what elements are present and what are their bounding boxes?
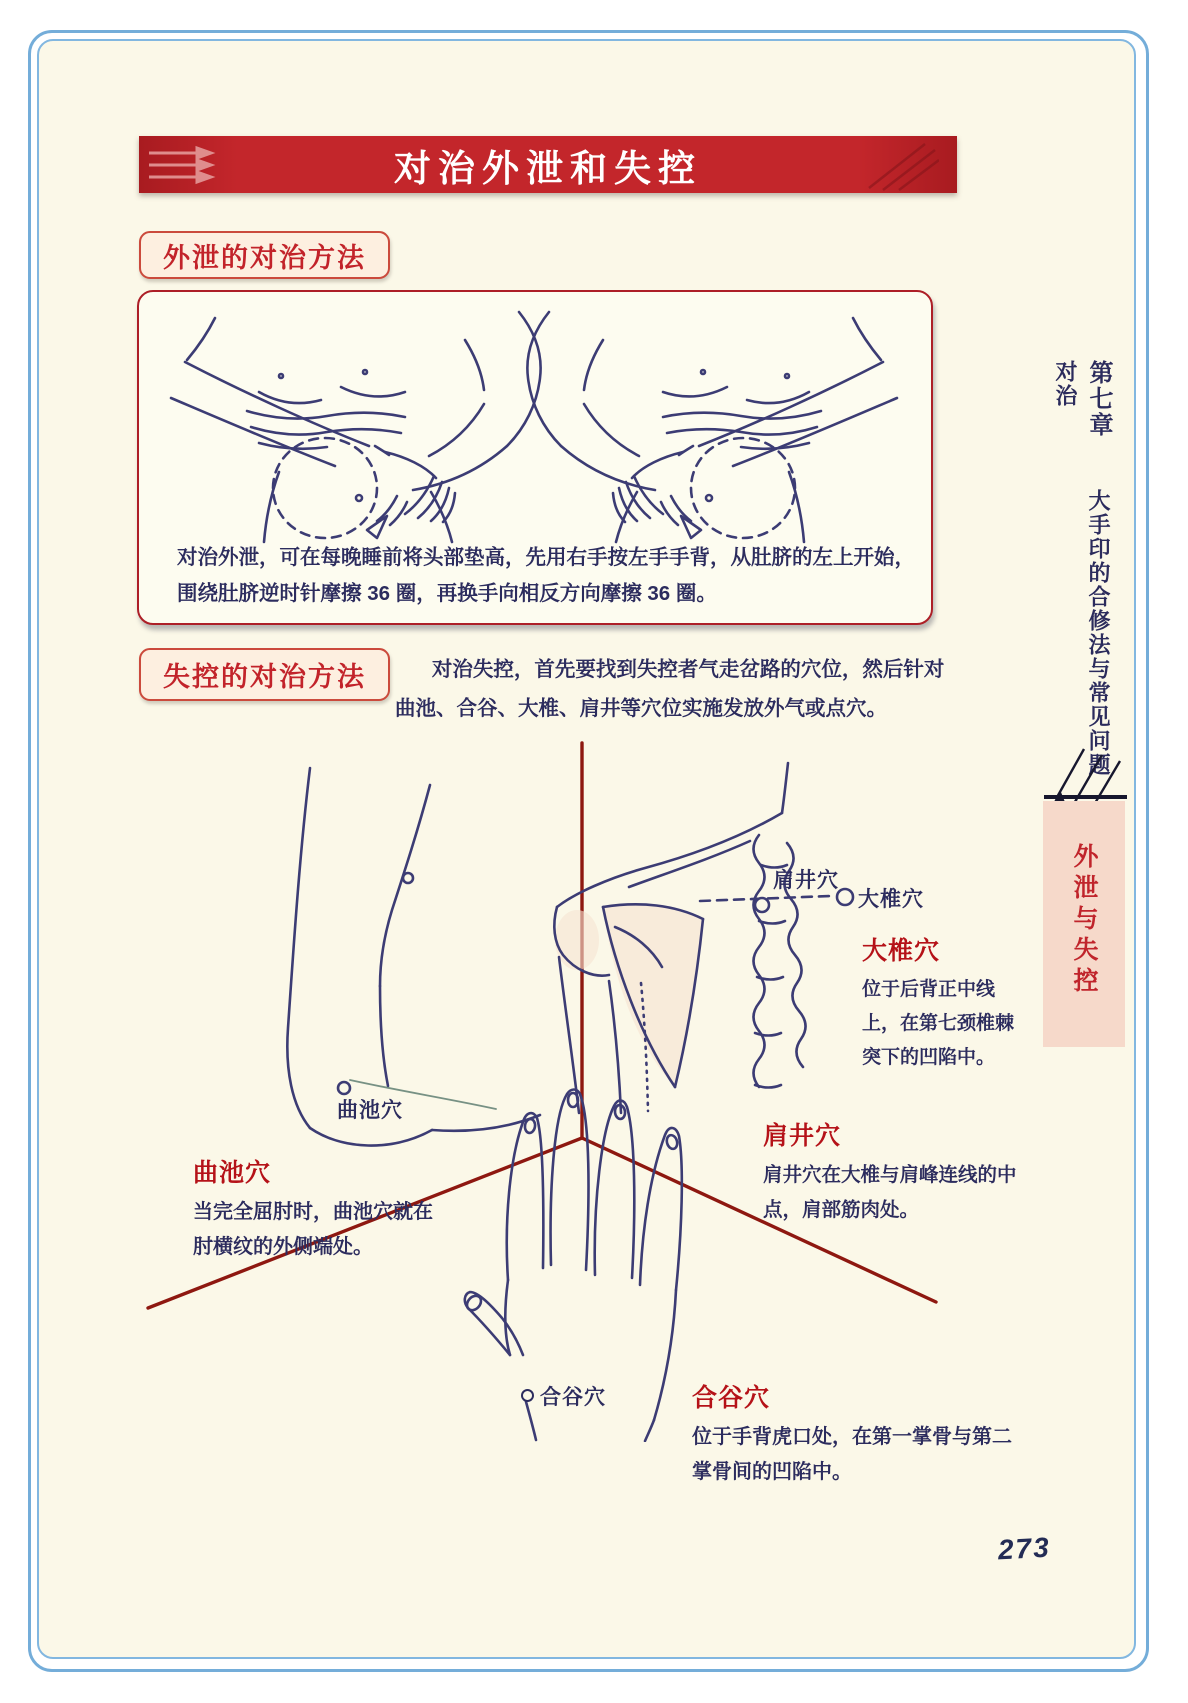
sidebar-section-tab — [1043, 801, 1125, 1047]
dazhui-description: 位于后背正中线上，在第七颈椎棘突下的凹陷中。 — [862, 979, 1015, 1068]
arrow-lines-icon — [147, 145, 219, 185]
section-label-leak-text: 外泄的对治方法 — [163, 242, 366, 273]
jianjing-description: 肩井穴在大椎与肩峰连线的中点，肩部筋肉处。 — [763, 1164, 1017, 1221]
page-number: 273 — [997, 1531, 1052, 1566]
sidebar-section-tab-text: 外泄与失控 — [1070, 843, 1098, 998]
jianjing-point-label: 肩井穴 — [773, 869, 839, 892]
quchi-description: 当完全屈肘时，曲池穴就在肘横纹的外侧端处。 — [193, 1201, 433, 1258]
jianjing-info — [763, 1116, 1038, 1228]
loss-intro-text: 对治失控，首先要找到失控者气走岔路的穴位，然后针对曲池、合谷、大椎、肩井等穴位实施发放外气或点穴。 — [395, 658, 945, 720]
hegu-description: 位于手背虎口处，在第一掌骨与第二掌骨间的凹陷中。 — [692, 1426, 1012, 1483]
hegu-heading: 合谷穴 — [692, 1384, 771, 1412]
quchi-heading: 曲池穴 — [193, 1159, 272, 1187]
dazhui-heading: 大椎穴 — [862, 937, 941, 965]
dazhui-point-label: 大椎穴 — [858, 888, 924, 911]
section-label-loss — [139, 648, 390, 701]
diagonal-arrows-icon — [855, 138, 939, 192]
jianjing-heading: 肩井穴 — [763, 1122, 842, 1150]
chapter-banner — [139, 136, 957, 193]
sidebar-chapter — [1050, 360, 1116, 796]
section-label-loss-text: 失控的对治方法 — [163, 662, 366, 692]
dazhui-info — [862, 931, 1020, 1075]
sidebar-chapter-title: 大手印的合修法与常见问题对治 — [1053, 360, 1111, 777]
section-label-leak — [139, 231, 390, 279]
banner-title: 对治外泄和失控 — [394, 147, 702, 189]
hegu-info — [692, 1378, 1012, 1490]
quchi-info — [193, 1153, 443, 1265]
hegu-point-marker — [521, 1389, 534, 1402]
massage-illustration-box — [137, 290, 933, 625]
quchi-point-label: 曲池穴 — [337, 1099, 403, 1122]
abdomen-massage-illustration — [139, 306, 929, 546]
sidebar-chapter-number: 第七章 — [1085, 360, 1112, 438]
hegu-point-label: 合谷穴 — [521, 1381, 606, 1411]
massage-caption: 对治外泄，可在每晚睡前将头部垫高，先用右手按左手手背，从肚脐的左上开始，围绕肚脐逆时针摩擦 36 圈，再换手向相反方向摩擦 36 圈。 — [177, 546, 915, 605]
